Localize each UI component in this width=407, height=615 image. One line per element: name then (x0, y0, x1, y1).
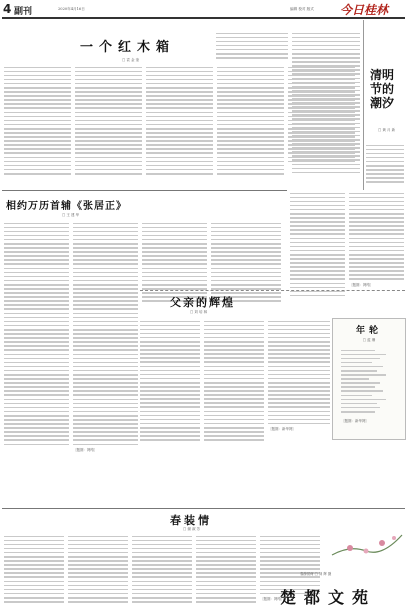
qingming-byline: □ 黄 月 新 (378, 128, 396, 132)
zhang-byline: □ 王 建 华 (62, 213, 80, 217)
redbox-intro (216, 30, 288, 61)
spring-byline: □ 谢 淑 芳 (183, 527, 201, 531)
header-rule (2, 17, 405, 19)
editor-info: 编辑 校对 版式 (290, 7, 314, 11)
qingming-intro (292, 30, 360, 176)
redbox-byline: □ 袁 金 奎 (122, 58, 140, 62)
redbox-col-2 (75, 64, 142, 177)
column-box-byline: □ 蓝 珊 (362, 338, 376, 342)
qingming-col-right (366, 142, 404, 185)
father-source: 〔题图：新华网〕 (268, 426, 296, 431)
footer-masthead: 楚都文苑 (280, 588, 377, 607)
column-box (332, 318, 406, 440)
redbox-col-1 (4, 64, 71, 177)
qingming-title: 清明节的潮汐 (370, 68, 395, 110)
redbox-title-block (80, 36, 200, 63)
spring-body (4, 533, 324, 605)
branch-illustration (330, 515, 404, 567)
photo-caption: 春游赏荷 □ 刘 辉 摄 (300, 572, 332, 576)
right-column-divider (363, 20, 364, 190)
section-rule-2 (2, 508, 405, 509)
redbox-col-4 (217, 64, 284, 177)
spring-title: 春装情 (170, 514, 212, 527)
zhang-source: 〔题图：网络〕 (73, 447, 98, 452)
father-body (140, 318, 330, 443)
zhang-title: 相约万历首辅《张居正》 (6, 201, 127, 212)
qingming-source: 〔题图：网络〕 (349, 282, 374, 287)
father-title: 父亲的辉煌 (170, 296, 235, 309)
redbox-title: 一个红木箱 (80, 40, 176, 55)
page-number: 4 (3, 2, 12, 16)
spring-source: 〔题图：网络〕 (260, 596, 285, 601)
column-box-source: 〔题图：新华网〕 (341, 419, 369, 423)
section-rule-1 (2, 190, 287, 191)
redbox-col-3 (146, 64, 213, 177)
spring-photo (330, 515, 404, 567)
section-name: 副刊 (14, 7, 33, 17)
date-line: 2020年4月16日 (58, 7, 85, 11)
masthead: 今日桂林 (340, 3, 389, 17)
father-byline: □ 刘 培 林 (190, 310, 208, 314)
father-top-rule (140, 290, 405, 291)
qingming-lower (290, 190, 404, 299)
column-box-title: 年轮 (355, 326, 382, 336)
